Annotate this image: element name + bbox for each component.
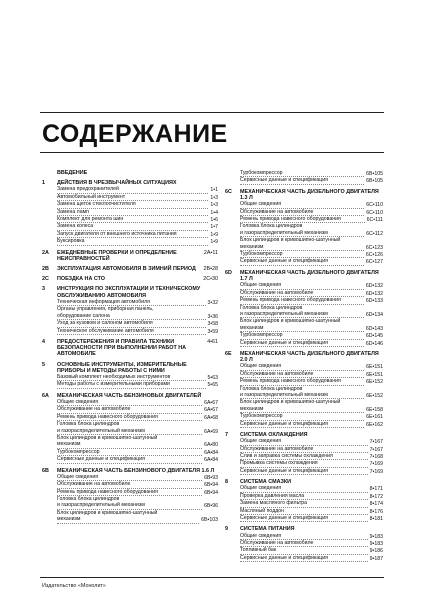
entry-page: 6A•69 [204, 428, 218, 435]
toc-entry[interactable] [225, 533, 383, 540]
toc-entry[interactable] [42, 231, 218, 238]
entry-page: 6D•132 [365, 283, 383, 290]
entry-page: 6C•111 [366, 217, 383, 224]
toc-entry[interactable] [42, 456, 218, 463]
toc-entry[interactable] [225, 251, 383, 258]
toc-entry[interactable] [225, 500, 383, 507]
entry-label: Общие сведения [240, 201, 364, 208]
entry-label: Турбокомпрессор [240, 332, 364, 339]
section-page: 4•61 [207, 338, 218, 345]
toc-entry[interactable] [225, 515, 383, 522]
entry-page: 3•58 [207, 321, 218, 328]
section-heading[interactable] [42, 286, 218, 298]
section-number: 3 [42, 286, 45, 293]
top-rule [40, 112, 384, 113]
entry-page: 9•187 [369, 555, 383, 562]
toc-entry[interactable] [42, 414, 218, 421]
entry-page: 5•65 [207, 382, 218, 389]
entry-page: 6E•161 [366, 414, 383, 421]
entry-label: Базовый комплект необходимых инструментов [57, 374, 206, 381]
section-title: ВВЕДЕНИЕ [57, 170, 88, 176]
toc-section [42, 362, 218, 389]
entry-label: Сервисные данные и спецификация [240, 421, 364, 428]
toc-section [42, 276, 218, 282]
entry-label: Головка блока цилиндров и газораспределительный механизм [240, 305, 364, 319]
entry-label: Замена щеток стеклоочистителя [57, 201, 208, 208]
entry-page: 6B•105 [366, 178, 383, 185]
entry-label: Турбокомпрессор [240, 251, 364, 258]
entry-label: Общие сведения [240, 363, 364, 370]
entry-page: 9•183 [369, 533, 383, 540]
section-number: 9 [225, 526, 228, 533]
section-title: ПОЕЗДКА НА СТО [57, 276, 105, 283]
entry-label: Буксировка [57, 238, 208, 245]
entry-page: 6A•80 [204, 442, 218, 449]
section-title: СИСТЕМА СМАЗКИ [240, 479, 292, 486]
entry-label: Общие сведения [240, 438, 368, 445]
toc-section [225, 170, 383, 185]
toc-entry[interactable] [42, 510, 218, 524]
toc-section [225, 479, 383, 522]
entry-page: 8•171 [369, 486, 383, 493]
toc-entry[interactable] [42, 496, 218, 510]
entry-label: Обслуживание на автомобиле [240, 371, 364, 378]
section-title: ДЕЙСТВИЯ В ЧРЕЗВЫЧАЙНЫХ СИТУАЦИЯХ [57, 180, 177, 187]
toc-section [225, 189, 383, 266]
entry-label: Блок цилиндров и кривошипно-шатунный механизм [240, 318, 364, 332]
toc-entry[interactable] [225, 363, 383, 370]
toc-entry[interactable] [42, 238, 218, 245]
toc-entry[interactable] [225, 216, 383, 223]
entry-label: Головка блока цилиндров и газораспределительный механизм [240, 223, 364, 237]
section-title: МЕХАНИЧЕСКАЯ ЧАСТЬ ДИЗЕЛЬНОГО ДВИГАТЕЛЯ 1.7 Л [240, 269, 379, 283]
entry-page: 6B•94 [204, 482, 218, 489]
section-title: МЕХАНИЧЕСКАЯ ЧАСТЬ БЕНЗИНОВЫХ ДВИГАТЕЛЕЙ [57, 392, 202, 399]
toc-section [225, 526, 383, 562]
entry-page: 6E•162 [366, 421, 383, 428]
entry-label: Сервисные данные и спецификация [240, 555, 368, 562]
entry-label: Обслуживание на автомобиле [240, 540, 368, 547]
toc-entry[interactable] [225, 555, 383, 562]
entry-label: Обслуживание на автомобиле [57, 481, 202, 488]
toc-entry[interactable] [225, 177, 383, 184]
toc-entry[interactable] [225, 201, 383, 208]
section-heading[interactable] [42, 362, 218, 374]
entry-page: 6D•146 [365, 340, 383, 347]
toc-section [42, 180, 218, 245]
section-number: 6D [225, 269, 232, 276]
toc-entry[interactable] [225, 399, 383, 413]
toc-section [225, 351, 383, 428]
entry-label: Общие сведения [240, 485, 368, 492]
section-heading[interactable] [42, 266, 218, 272]
entry-page: 6E•152 [366, 392, 383, 399]
section-number: 2A [42, 249, 49, 256]
section-number: 6A [42, 392, 49, 399]
entry-label: Сервисные данные и спецификация [240, 515, 368, 522]
toc-entry[interactable] [225, 305, 383, 319]
entry-label: Сервисные данные и спецификация [240, 258, 364, 265]
entry-page: 6A•84 [204, 449, 218, 456]
entry-label: Запуск двигателя от внешнего источника питания [57, 231, 208, 238]
toc-entry[interactable] [42, 421, 218, 435]
entry-page: 6A•68 [204, 414, 218, 421]
entry-page: 1•9 [210, 231, 218, 238]
toc-entry[interactable] [225, 446, 383, 453]
entry-page: 9•183 [369, 541, 383, 548]
publisher-footer: Издательство «Монолит» [42, 583, 106, 589]
toc-entry[interactable] [42, 328, 218, 335]
entry-page: 8•174 [369, 501, 383, 508]
section-page: 2B•28 [203, 266, 218, 273]
entry-page: 7•169 [369, 468, 383, 475]
entry-label: Блок цилиндров и кривошипно-шатунный механизм [240, 237, 364, 251]
entry-page: 6D•133 [365, 298, 383, 305]
entry-page: 6C•110 [366, 202, 383, 209]
entry-label: Замена колеса [57, 223, 208, 230]
section-title: МЕХАНИЧЕСКАЯ ЧАСТЬ ДИЗЕЛЬНОГО ДВИГАТЕЛЯ 1.3 Л [240, 188, 379, 202]
entry-label: Ремень привода навесного оборудования [57, 489, 202, 496]
toc-entry[interactable] [225, 460, 383, 467]
entry-label: Сервисные данные и спецификация [240, 468, 368, 475]
entry-page: 6B•96 [204, 503, 218, 510]
section-title: МЕХАНИЧЕСКАЯ ЧАСТЬ БЕНЗИНОВОГО ДВИГАТЕЛЯ 1.6 Л [57, 467, 215, 474]
entry-page: 1•9 [210, 239, 218, 246]
section-heading[interactable] [225, 189, 383, 201]
entry-label: Ремень привода навесного оборудования [57, 414, 202, 421]
toc-entry[interactable] [225, 547, 383, 554]
toc-entry[interactable] [225, 438, 383, 445]
toc-entry[interactable] [225, 318, 383, 332]
entry-label: Техническая информация автомобиля [57, 299, 206, 306]
toc-section [42, 393, 218, 464]
entry-label: Общие сведения [57, 399, 202, 406]
toc-entry[interactable] [42, 381, 218, 388]
toc-section [225, 432, 383, 475]
section-number: 2C [42, 276, 49, 283]
entry-page: 8•172 [369, 493, 383, 500]
entry-label: Техническое обслуживание автомобиля [57, 328, 206, 335]
entry-label: Ремень привода навесного оборудования [240, 216, 365, 223]
toc-section [42, 286, 218, 334]
entry-page: 6D•132 [365, 290, 383, 297]
page-title: СОДЕРЖАНИЕ [42, 120, 228, 148]
toc-entry[interactable] [42, 299, 218, 306]
toc-entry[interactable] [225, 493, 383, 500]
toc-entry[interactable] [225, 170, 383, 177]
toc-right-column [225, 170, 383, 566]
toc-entry[interactable] [42, 489, 218, 496]
entry-label: Ремень привода навесного оборудования [240, 378, 364, 385]
entry-label: Уход за кузовом и салоном автомобиля [57, 320, 206, 327]
entry-page: 1•4 [210, 209, 218, 216]
toc-entry[interactable] [225, 453, 383, 460]
section-heading[interactable] [225, 270, 383, 282]
toc-entry[interactable] [42, 216, 218, 223]
toc-entry[interactable] [42, 209, 218, 216]
section-number: 2B [42, 266, 49, 273]
entry-label: Масляный поддон [240, 508, 368, 515]
entry-page: 6D•143 [365, 325, 383, 332]
toc-section [42, 250, 218, 262]
entry-page: 6B•103 [201, 517, 218, 524]
section-number: 7 [225, 432, 228, 438]
section-heading[interactable] [42, 276, 218, 282]
toc-left-column [42, 170, 218, 528]
title-rule [40, 152, 384, 153]
section-title: ОСНОВНЫЕ ИНСТРУМЕНТЫ, ИЗМЕРИТЕЛЬНЫЕ ПРИБОРЫ И МЕТОДЫ РАБОТЫ С НИМИ [57, 361, 187, 374]
toc-entry[interactable] [225, 371, 383, 378]
entry-page: 6B•105 [366, 171, 383, 177]
entry-page: 1•6 [210, 217, 218, 224]
entry-label: Обслуживание на автомобиле [240, 290, 364, 297]
section-title: ЕЖЕДНЕВНЫЕ ПРОВЕРКИ И ОПРЕДЕЛЕНИЕ НЕИСПРАВНОСТЕЙ [57, 249, 177, 262]
entry-label: Сервисные данные и спецификация [240, 340, 364, 347]
entry-label: Турбокомпрессор [57, 449, 202, 456]
toc-entry[interactable] [225, 421, 383, 428]
entry-page: 7•169 [369, 461, 383, 468]
entry-page: 6C•127 [365, 259, 383, 266]
entry-page: 8•176 [369, 508, 383, 515]
toc-entry[interactable] [42, 374, 218, 381]
entry-label: Ремень привода навесного оборудования [240, 297, 364, 304]
entry-label: Промывка системы охлаждения [240, 460, 368, 467]
toc-entry[interactable] [42, 435, 218, 449]
entry-page: 6C•110 [366, 209, 383, 216]
toc-entry[interactable] [42, 194, 218, 201]
entry-label: Общие сведения [240, 282, 364, 289]
entry-label: Общие сведения [57, 474, 202, 481]
entry-page: 6E•151 [366, 371, 383, 378]
toc-entry[interactable] [225, 468, 383, 475]
entry-page: 1•7 [210, 224, 218, 231]
entry-label: Слив и заправка системы охлаждения [240, 453, 368, 460]
entry-label: Автомобильный инструмент [57, 194, 208, 201]
toc-entry[interactable] [42, 406, 218, 413]
section-number: 4 [42, 338, 45, 345]
footer-rule [40, 577, 384, 578]
toc-entry[interactable] [225, 237, 383, 251]
toc-entry[interactable] [42, 186, 218, 193]
entry-label: Замена масляного фильтра [240, 500, 368, 507]
toc-entry[interactable] [225, 340, 383, 347]
toc-entry[interactable] [42, 223, 218, 230]
entry-page: 5•63 [207, 374, 218, 381]
entry-page: 6C•123 [365, 244, 383, 251]
entry-label: Проверка давления масла [240, 493, 368, 500]
entry-page: 1•3 [210, 194, 218, 201]
section-number: 5 [42, 361, 45, 368]
entry-page: 6E•152 [366, 379, 383, 386]
entry-label: Головка блока цилиндров и газораспределительный механизм [57, 421, 202, 435]
entry-label: Турбокомпрессор [240, 170, 364, 177]
entry-label: Головка блока цилиндров и газораспределительный механизм [240, 386, 364, 400]
entry-page: 7•167 [369, 446, 383, 453]
entry-label: Органы управления, приборная панель, оборудование салона [57, 306, 206, 320]
entry-label: Общие сведения [240, 533, 368, 540]
toc-entry[interactable] [42, 320, 218, 327]
toc-entry[interactable] [42, 481, 218, 488]
toc-entry[interactable] [225, 485, 383, 492]
toc-section [225, 270, 383, 347]
toc-section [42, 339, 218, 358]
toc-section [42, 266, 218, 272]
toc-entry[interactable] [42, 201, 218, 208]
section-heading[interactable] [42, 339, 218, 358]
entry-label: Блок цилиндров и кривошипно-шатунный механизм [57, 510, 199, 524]
toc-section [42, 468, 218, 524]
section-number: 8 [225, 479, 228, 486]
entry-page: 3•32 [207, 299, 218, 306]
entry-page: 6C•126 [365, 252, 383, 259]
section-title: ЭКСПЛУАТАЦИЯ АВТОМОБИЛЯ В ЗИМНИЙ ПЕРИОД [57, 266, 196, 273]
entry-page: 6E•151 [366, 364, 383, 371]
entry-page: 6B•93 [204, 474, 218, 481]
entry-page: 7•167 [369, 439, 383, 446]
toc-entry[interactable] [225, 282, 383, 289]
entry-label: Замена предохранителей [57, 186, 208, 193]
toc-entry[interactable] [225, 297, 383, 304]
toc-entry[interactable] [225, 209, 383, 216]
entry-page: 6D•145 [365, 333, 383, 340]
section-title: ПРЕДОСТЕРЕЖЕНИЯ И ПРАВИЛА ТЕХНИКИ БЕЗОПАСНОСТИ ПРИ ВЫПОЛНЕНИИ РАБОТ НА АВТОМОБИЛЕ [57, 338, 187, 358]
section-heading[interactable] [42, 250, 218, 262]
entry-page: 9•186 [369, 548, 383, 555]
toc-entry[interactable] [42, 306, 218, 320]
entry-page: 7•168 [369, 454, 383, 461]
toc-entry[interactable] [42, 474, 218, 481]
entry-page: 6B•94 [204, 489, 218, 496]
entry-page: 6A•67 [204, 407, 218, 414]
toc-entry[interactable] [225, 378, 383, 385]
toc-entry[interactable] [225, 386, 383, 400]
toc-entry[interactable] [225, 332, 383, 339]
toc-entry[interactable] [42, 449, 218, 456]
section-page: 2C•30 [203, 276, 218, 283]
section-title: СИСТЕМА ОХЛАЖДЕНИЯ [240, 432, 308, 438]
entry-label: Обслуживание на автомобиле [240, 446, 368, 453]
entry-label: Блок цилиндров и кривошипно-шатунный механизм [57, 435, 202, 449]
toc-entry[interactable] [42, 399, 218, 406]
entry-page: 6D•134 [365, 311, 383, 318]
section-title: МЕХАНИЧЕСКАЯ ЧАСТЬ ДИЗЕЛЬНОГО ДВИГАТЕЛЯ 2.0 Л [240, 350, 379, 364]
entry-page: 1•1 [210, 187, 218, 194]
toc-entry[interactable] [225, 508, 383, 515]
section-number: 1 [42, 180, 45, 187]
entry-page: 8•181 [369, 516, 383, 523]
entry-page: 1•3 [210, 202, 218, 209]
entry-label: Обслуживание на автомобиле [57, 406, 202, 413]
toc-entry[interactable] [225, 290, 383, 297]
section-heading[interactable] [42, 170, 218, 176]
section-number: 6B [42, 467, 49, 474]
entry-page: 6A•84 [204, 457, 218, 464]
section-page: 2A•11 [203, 249, 218, 256]
toc-entry[interactable] [225, 223, 383, 237]
entry-label: Замена ламп [57, 209, 208, 216]
entry-label: Блок цилиндров и кривошипно-шатунный механизм [240, 399, 364, 413]
section-title: СИСТЕМА ПИТАНИЯ [240, 526, 295, 533]
entry-page: 3•36 [207, 313, 218, 320]
section-number: 6C [225, 188, 232, 195]
entry-label: Комплект для ремонта шин [57, 216, 208, 223]
section-title: ИНСТРУКЦИЯ ПО ЭКСПЛУАТАЦИИ И ТЕХНИЧЕСКОМУ ОБСЛУЖИВАНИЮ АВТОМОБИЛЯ [57, 286, 201, 299]
section-heading[interactable] [225, 351, 383, 363]
toc-section [42, 170, 218, 176]
entry-page: 3•59 [207, 328, 218, 335]
entry-label: Обслуживание на автомобиле [240, 209, 364, 216]
section-number: 6E [225, 350, 232, 357]
entry-page: 6A•67 [204, 399, 218, 406]
toc-entry[interactable] [225, 413, 383, 420]
entry-label: Турбокомпрессор [240, 413, 364, 420]
entry-label: Сервисные данные и спецификация [240, 177, 364, 184]
entry-label: Сервисные данные и спецификация [57, 456, 202, 463]
toc-entry[interactable] [225, 258, 383, 265]
entry-page: 6C•112 [366, 230, 383, 237]
entry-label: Головка блока цилиндров и газораспределительный механизм [57, 496, 202, 510]
entry-label: Методы работы с измерительными приборами [57, 381, 206, 388]
entry-page: 6E•158 [366, 406, 383, 413]
entry-label: Топливный бак [240, 547, 368, 554]
